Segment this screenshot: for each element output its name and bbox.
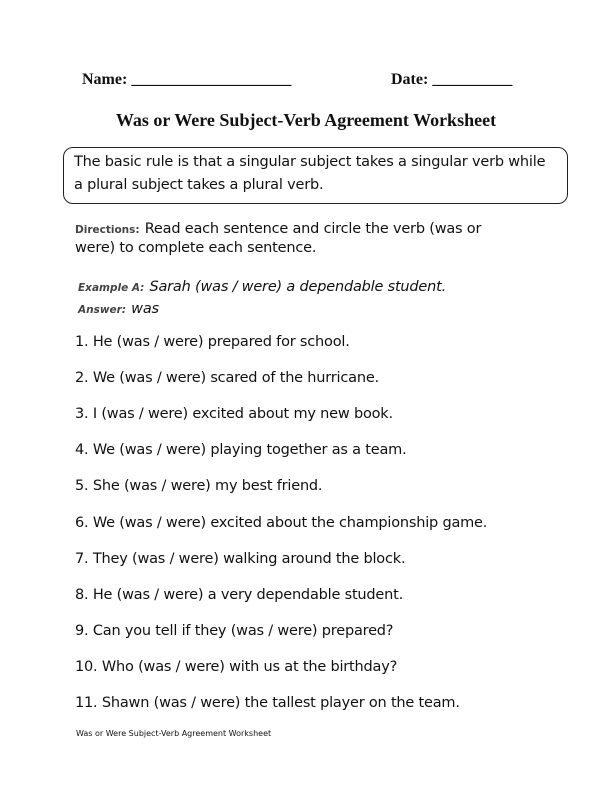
example: [78, 276, 446, 295]
question-item: 3. I (was / were) excited about my new book.: [75, 406, 393, 423]
question-item: 6. We (was / were) excited about the championship game.: [75, 514, 488, 531]
question-item: 7. They (was / were) walking around the block.: [75, 550, 406, 567]
example-text: Sarah (was / were) a dependable student.: [149, 279, 447, 295]
question-item: 2. We (was / were) scared of the hurricane.: [75, 370, 379, 387]
question-item: 11. Shawn (was / were) the tallest player on the team.: [75, 695, 460, 711]
answer-text: was: [131, 301, 159, 317]
rule-box: [63, 147, 568, 204]
example-label: Example A:: [78, 282, 145, 294]
name-field-label: Name: ____________________: [82, 71, 292, 88]
example-answer: [78, 298, 159, 317]
question-item: 1. He (was / were) prepared for school.: [75, 334, 350, 350]
directions: [75, 218, 481, 237]
question-item: 8. He (was / were) a very dependable student.: [75, 586, 404, 603]
question-item: 9. Can you tell if they (was / were) prepared?: [75, 622, 394, 639]
question-item: 10. Who (was / were) with us at the birthday?: [75, 658, 398, 675]
rule-line-2: a plural subject takes a plural verb.: [74, 177, 324, 193]
footer-text: Was or Were Subject-Verb Agreement Worksheet: [76, 729, 272, 738]
question-item: 4. We (was / were) playing together as a team.: [75, 442, 407, 459]
date-field-label: Date: __________: [391, 71, 513, 88]
question-item: 5. She (was / were) my best friend.: [75, 478, 323, 495]
answer-label: Answer:: [78, 304, 127, 316]
rule-line-1: The basic rule is that a singular subject takes a singular verb while: [74, 154, 546, 170]
directions-line-2: were) to complete each sentence.: [75, 240, 317, 256]
directions-line-1: Read each sentence and circle the verb (was or: [144, 221, 482, 237]
directions-label: Directions:: [75, 224, 140, 236]
worksheet-title: Was or Were Subject-Verb Agreement Worksheet: [115, 110, 497, 130]
